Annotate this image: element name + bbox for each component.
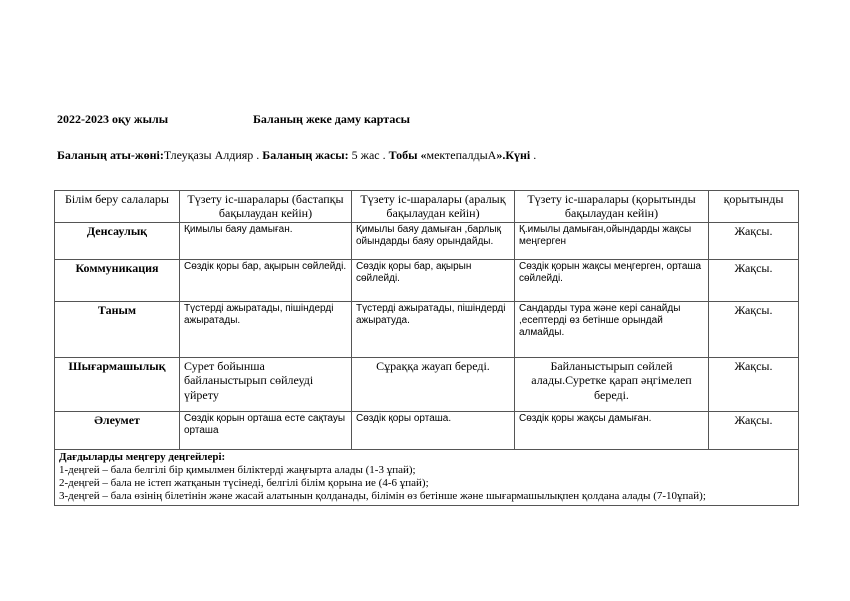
levels-title: Дағдыларды меңгеру деңгейлері: bbox=[59, 450, 226, 463]
header-cell: қорытынды bbox=[709, 191, 799, 223]
age-label: Баланың жасы: bbox=[262, 148, 349, 162]
final-cell: Байланыстырып сөйлей алады.Суретке қарап әңгімелеп береді. bbox=[515, 357, 709, 411]
header-cell: Түзету іс-шаралары (қорытынды бақылаудан кейін) bbox=[515, 191, 709, 223]
area-cell: Таным bbox=[55, 301, 180, 357]
group-label: Тобы « bbox=[388, 148, 427, 162]
initial-cell: Сөздік қорын орташа есте сақтауы орташа bbox=[180, 411, 352, 449]
result-cell: Жақсы. bbox=[709, 411, 799, 449]
levels-row bbox=[55, 449, 799, 505]
level-item: 2-деңгей – бала не істеп жатқанын түсінеді, белгілі білім қорына ие (4-6 ұпай); bbox=[59, 477, 429, 490]
day-value: . bbox=[530, 148, 537, 162]
level-item: 1-деңгей – бала белгілі бір қимылмен біліктерді жаңғырта алады (1-3 ұпай); bbox=[59, 463, 416, 476]
final-cell: Сөздік қорын жақсы меңгерген, орташа сөйлейді. bbox=[515, 259, 709, 301]
result-cell: Жақсы. bbox=[709, 259, 799, 301]
final-cell: Сөздік қоры жақсы дамыған. bbox=[515, 411, 709, 449]
initial-cell: Сурет бойынша байланыстырып сөйлеуді үйрету bbox=[180, 357, 352, 411]
intermediate-cell: Түстерді ажыратады, пішіндерді ажыратуда. bbox=[352, 301, 515, 357]
area-cell: Әлеумет bbox=[55, 411, 180, 449]
result-cell: Жақсы. bbox=[709, 357, 799, 411]
initial-cell: Қимылы баяу дамыған. bbox=[180, 222, 352, 259]
table-row bbox=[55, 411, 799, 449]
intermediate-cell: Сөздік қоры орташа. bbox=[352, 411, 515, 449]
result-cell: Жақсы. bbox=[709, 222, 799, 259]
header-cell: Түзету іс-шаралары (бастапқы бақылаудан кейін) bbox=[180, 191, 352, 223]
initial-cell: Сөздік қоры бар, ақырын сөйлейді. bbox=[180, 259, 352, 301]
table-row bbox=[55, 222, 799, 259]
academic-year: 2022-2023 оқу жылы bbox=[57, 112, 169, 126]
development-card-table bbox=[54, 190, 799, 506]
header-line bbox=[57, 112, 411, 127]
table-row bbox=[55, 301, 799, 357]
intermediate-cell: Сөздік қоры бар, ақырын сөйлейді. bbox=[352, 259, 515, 301]
level-item: 3-деңгей – бала өзінің білетінін және жасай алатынын қолданады, білімін өз бетінше және шығармашылықпен қолдана алады (7-10ұпай); bbox=[59, 490, 706, 503]
area-cell: Шығармашылық bbox=[55, 357, 180, 411]
header-cell: Түзету іс-шаралары (аралық бақылаудан кейін) bbox=[352, 191, 515, 223]
table-row bbox=[55, 259, 799, 301]
final-cell: Сандарды тура және кері санайды ,есептерді өз бетінше орындай алмайды. bbox=[515, 301, 709, 357]
name-label: Баланың аты-жөні: bbox=[57, 148, 164, 162]
intermediate-cell: Қимылы баяу дамыған ,барлық ойындарды баяу орындайды. bbox=[352, 222, 515, 259]
levels-cell bbox=[55, 449, 799, 505]
day-label: Күні bbox=[505, 148, 531, 162]
name-value: Тлеуқазы Алдияр . bbox=[163, 148, 263, 162]
age-value: 5 жас . bbox=[348, 148, 389, 162]
header-cell: Білім беру салалары bbox=[55, 191, 180, 223]
initial-cell: Түстерді ажыратады, пішіндерді ажыратады. bbox=[180, 301, 352, 357]
table-row bbox=[55, 357, 799, 411]
card-title: Баланың жеке даму картасы bbox=[253, 112, 411, 126]
child-info-line bbox=[57, 148, 536, 163]
intermediate-cell: Сұраққа жауап береді. bbox=[352, 357, 515, 411]
header-row bbox=[55, 191, 799, 223]
result-cell: Жақсы. bbox=[709, 301, 799, 357]
area-cell: Денсаулық bbox=[55, 222, 180, 259]
group-close: ». bbox=[496, 148, 506, 162]
area-cell: Коммуникация bbox=[55, 259, 180, 301]
group-value: мектепалдыА bbox=[426, 148, 497, 162]
final-cell: Қ.имылы дамыған,ойындарды жақсы меңгерген bbox=[515, 222, 709, 259]
